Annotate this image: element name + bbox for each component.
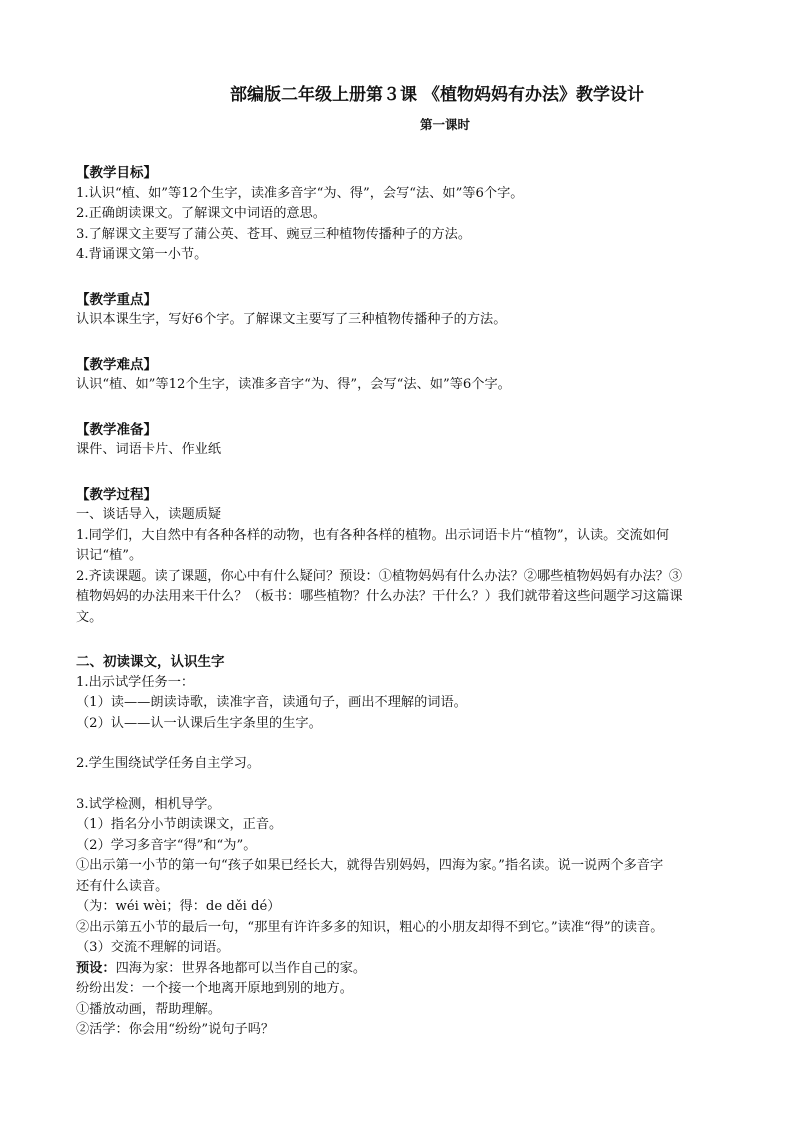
preparation-text: 课件、词语卡片、作业纸 [76, 442, 222, 457]
part-two-heading: 二、初读课文，认识生字 [76, 654, 225, 670]
difficulties-heading: 【教学难点】 [76, 356, 157, 373]
section-part-two [76, 652, 724, 1041]
process-heading: 【教学过程】 [76, 486, 157, 503]
process-line: 3.试学检测，相机导学。 [76, 796, 221, 812]
process-line: 一、谈话导入，读题质疑 [76, 507, 222, 522]
preset-line [76, 959, 724, 980]
process-line: 文。 [76, 609, 103, 625]
process-line: 还有什么读音。 [76, 878, 169, 894]
key-points-heading: 【教学重点】 [76, 291, 157, 308]
section-goals [76, 163, 724, 266]
process-line: 2.齐读课题。读了课题，你心中有什么疑问？预设：①植物妈妈有什么办法？②哪些植物妈妈有办法？③ [76, 568, 683, 584]
process-line: （2）认——认一认课后生字条里的生字。 [76, 715, 322, 731]
preparation-heading: 【教学准备】 [76, 421, 157, 438]
process-line: （1）读——朗读诗歌，读准字音，读通句子，画出不理解的词语。 [76, 695, 467, 710]
goal-item: 4.背诵课文第一小节。 [76, 247, 208, 262]
process-line: （2）学习多音字“得”和“为”。 [76, 837, 257, 853]
process-line: 识记“植”。 [76, 548, 143, 563]
preset-text: 四海为家：世界各地都可以当作自己的家。 [115, 960, 367, 976]
spacer [76, 775, 724, 795]
document-page [76, 84, 724, 1041]
goal-item: 2.正确朗读课文。了解课文中词语的意思。 [76, 206, 326, 221]
process-line: ①出示第一小节的第一句“孩子如果已经长大，就得告别妈妈，四海为家。”指名读。说一说两个多音字 [76, 858, 664, 873]
goal-item: 1.认识“植、如”等12个生字，读准多音字“为、得”，会写“法、如”等6个字。 [76, 185, 524, 201]
document-title: 部编版二年级上册第３课 《植物妈妈有办法》教学设计 [230, 85, 644, 105]
process-line: 纷纷出发：一个接一个地离开原地到别的地方。 [76, 981, 353, 996]
process-line: （为：wéi wèi；得：de děi dé） [76, 899, 281, 914]
process-line: ①播放动画，帮助理解。 [76, 1001, 222, 1017]
spacer [76, 734, 724, 754]
difficulties-text: 认识“植、如”等12个生字，读准多音字“为、得”，会写“法、如”等6个字。 [76, 377, 511, 392]
key-points-text: 认识本课生字，写好6个字。了解课文主要写了三种植物传播种子的方法。 [76, 312, 507, 327]
process-line: 2.学生围绕试学任务自主学习。 [76, 756, 261, 771]
section-process [76, 485, 724, 629]
preset-label: 预设： [76, 960, 116, 976]
process-line: 1.出示试学任务一： [76, 674, 195, 690]
section-key-points [76, 290, 724, 331]
process-line: （3）交流不理解的词语。 [76, 940, 230, 955]
goal-item: 3.了解课文主要写了蒲公英、苍耳、豌豆三种植物传播种子的方法。 [76, 226, 472, 242]
process-line: ②出示第五小节的最后一句，“那里有许许多多的知识，粗心的小朋友却得不到它。”读准“得”的读音。 [76, 919, 664, 935]
goals-heading: 【教学目标】 [76, 165, 157, 181]
process-line: （1）指名分小节朗读课文，正音。 [76, 817, 283, 832]
process-line: 1.同学们，大自然中有各种各样的动物，也有各种各样的植物。出示词语卡片“植物”，认读。交流如何 [76, 527, 670, 543]
process-line: 植物妈妈的办法用来干什么？（板书：哪些植物？什么办法？干什么？）我们就带着这些问题学习这篇课 [76, 589, 683, 604]
section-preparation [76, 420, 724, 461]
document-subtitle: 第一课时 [419, 117, 470, 132]
process-line: ②活学：你会用“纷纷”说句子吗？ [76, 1022, 275, 1037]
section-difficulties [76, 355, 724, 396]
